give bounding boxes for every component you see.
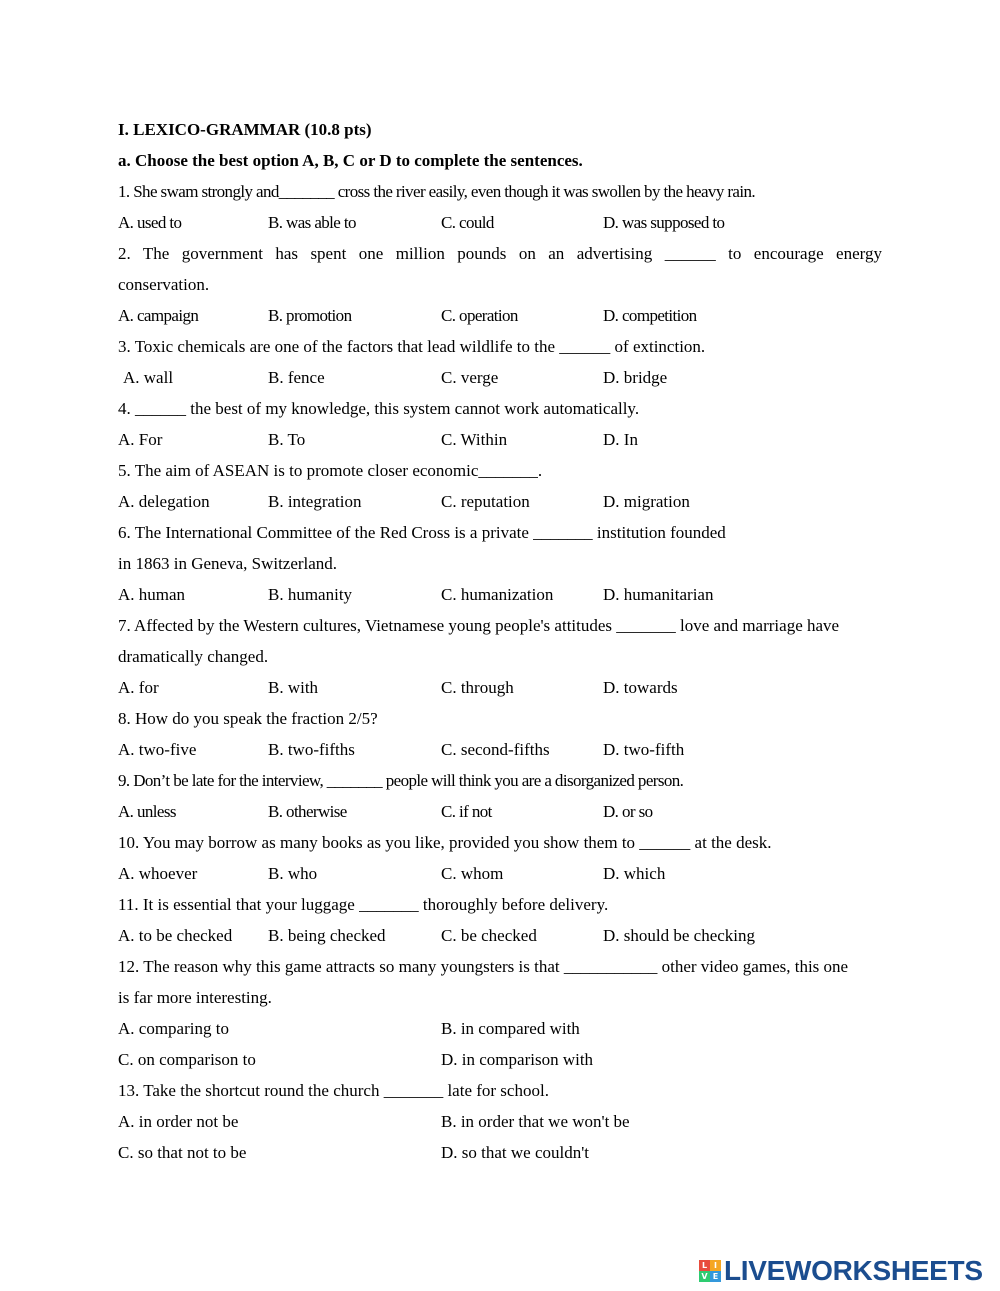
logo-icon-letter: V — [699, 1271, 710, 1282]
option-a[interactable]: A. used to — [118, 213, 182, 232]
option-a[interactable]: A. in order not be — [118, 1112, 239, 1131]
option-c[interactable]: C. if not — [441, 802, 492, 821]
question-7-options — [118, 672, 882, 703]
worksheet-content — [118, 114, 882, 1168]
option-a[interactable]: A. for — [118, 678, 159, 697]
option-d[interactable]: D. so that we couldn't — [441, 1143, 590, 1162]
logo-text: LIVEWORKSHEETS — [724, 1255, 983, 1286]
option-b[interactable]: B. integration — [268, 492, 362, 511]
option-b[interactable]: B. in order that we won't be — [441, 1112, 630, 1131]
option-b[interactable]: B. humanity — [268, 585, 353, 604]
option-c[interactable]: C. could — [441, 213, 494, 232]
option-d[interactable]: D. humanitarian — [603, 585, 714, 604]
question-11-text: 11. It is essential that your luggage _______ thoroughly before delivery. — [118, 895, 609, 914]
logo-icon-letter: E — [710, 1271, 721, 1282]
option-d[interactable]: D. In — [603, 430, 638, 449]
question-13-text: 13. Take the shortcut round the church _______ late for school. — [118, 1081, 549, 1100]
option-a[interactable]: A. whoever — [118, 864, 198, 883]
option-c[interactable]: C. Within — [441, 430, 508, 449]
question-7-text-cont: dramatically changed. — [118, 647, 269, 666]
question-6-options — [118, 579, 882, 610]
question-5-options — [118, 486, 882, 517]
option-d[interactable]: D. bridge — [603, 368, 668, 387]
question-4-options — [118, 424, 882, 455]
option-a[interactable]: A. two-five — [118, 740, 197, 759]
question-2-options — [118, 300, 882, 331]
question-12-options-row2 — [118, 1044, 882, 1075]
option-c[interactable]: C. be checked — [441, 926, 537, 945]
option-b[interactable]: B. fence — [268, 368, 325, 387]
option-c[interactable]: C. so that not to be — [118, 1143, 247, 1162]
question-9-options — [118, 796, 882, 827]
option-d[interactable]: D. in comparison with — [441, 1050, 594, 1069]
option-c[interactable]: C. whom — [441, 864, 504, 883]
question-2-text: 2. The government has spent one million pounds on an advertising ______ to encourage energy — [118, 244, 882, 263]
option-c[interactable]: C. through — [441, 678, 514, 697]
question-1-text: 1. She swam strongly and_______ cross the river easily, even though it was swollen by the heavy rain. — [118, 182, 756, 201]
option-d[interactable]: D. was supposed to — [603, 213, 725, 232]
option-d[interactable]: D. towards — [603, 678, 678, 697]
question-5-text: 5. The aim of ASEAN is to promote closer economic_______. — [118, 461, 543, 480]
question-10-text: 10. You may borrow as many books as you like, provided you show them to ______ at the desk. — [118, 833, 772, 852]
option-b[interactable]: B. was able to — [268, 213, 356, 232]
option-d[interactable]: D. migration — [603, 492, 690, 511]
question-13-options-row1 — [118, 1106, 882, 1137]
option-b[interactable]: B. otherwise — [268, 802, 347, 821]
option-c[interactable]: C. on comparison to — [118, 1050, 256, 1069]
section-title: I. LEXICO-GRAMMAR (10.8 pts) — [118, 120, 372, 139]
option-c[interactable]: C. second-fifths — [441, 740, 550, 759]
question-3-options — [118, 362, 882, 393]
option-c[interactable]: C. verge — [441, 368, 499, 387]
option-b[interactable]: B. being checked — [268, 926, 386, 945]
question-6-text-cont: in 1863 in Geneva, Switzerland. — [118, 554, 338, 573]
option-a[interactable]: A. comparing to — [118, 1019, 229, 1038]
option-b[interactable]: B. promotion — [268, 306, 352, 325]
question-6-text: 6. The International Committee of the Red Cross is a private _______ institution founded — [118, 523, 726, 542]
option-a[interactable]: A. to be checked — [118, 926, 233, 945]
question-12-text-cont: is far more interesting. — [118, 988, 272, 1007]
option-a[interactable]: A. For — [118, 430, 163, 449]
option-a[interactable]: A. campaign — [118, 306, 199, 325]
option-b[interactable]: B. two-fifths — [268, 740, 355, 759]
option-c[interactable]: C. humanization — [441, 585, 554, 604]
question-3-text: 3. Toxic chemicals are one of the factors that lead wildlife to the ______ of extinction. — [118, 337, 706, 356]
logo-icon-letter: I — [710, 1260, 721, 1271]
question-8-options — [118, 734, 882, 765]
option-d[interactable]: D. should be checking — [603, 926, 756, 945]
option-b[interactable]: B. who — [268, 864, 318, 883]
question-9-text: 9. Don’t be late for the interview, _______ people will think you are a disorganized person. — [118, 771, 684, 790]
logo-icon-letter: L — [699, 1260, 710, 1271]
question-10-options — [118, 858, 882, 889]
question-1-options — [118, 207, 882, 238]
question-12-text: 12. The reason why this game attracts so many youngsters is that ___________ other video games, this one — [118, 957, 849, 976]
question-12-options-row1 — [118, 1013, 882, 1044]
question-2-text-cont: conservation. — [118, 275, 210, 294]
option-a[interactable]: A. delegation — [118, 492, 210, 511]
option-d[interactable]: D. which — [603, 864, 666, 883]
question-7-text: 7. Affected by the Western cultures, Vietnamese young people's attitudes _______ love and marriage have — [118, 616, 840, 635]
liveworksheets-logo — [699, 1257, 983, 1285]
option-a[interactable]: A. human — [118, 585, 186, 604]
question-8-text: 8. How do you speak the fraction 2/5? — [118, 709, 378, 728]
option-c[interactable]: C. reputation — [441, 492, 530, 511]
question-13-options-row2 — [118, 1137, 882, 1168]
instruction: a. Choose the best option A, B, C or D to complete the sentences. — [118, 151, 583, 170]
option-d[interactable]: D. or so — [603, 802, 653, 821]
option-b[interactable]: B. To — [268, 430, 306, 449]
option-d[interactable]: D. two-fifth — [603, 740, 685, 759]
option-a[interactable]: A. unless — [118, 802, 176, 821]
option-c[interactable]: C. operation — [441, 306, 518, 325]
logo-icon — [699, 1260, 721, 1282]
option-b[interactable]: B. with — [268, 678, 319, 697]
option-b[interactable]: B. in compared with — [441, 1019, 580, 1038]
question-11-options — [118, 920, 882, 951]
option-a[interactable]: A. wall — [123, 368, 174, 387]
question-4-text: 4. ______ the best of my knowledge, this system cannot work automatically. — [118, 399, 640, 418]
option-d[interactable]: D. competition — [603, 306, 697, 325]
